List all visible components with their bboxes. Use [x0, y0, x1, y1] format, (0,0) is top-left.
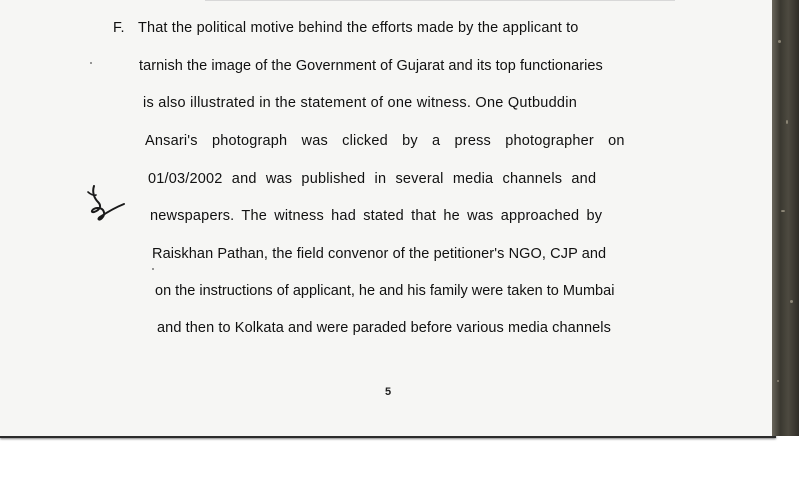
paragraph-line: on the instructions of applicant, he and his family were taken to Mumbai	[155, 283, 615, 299]
paragraph-line: 01/03/2002 and was published in several media channels and	[148, 171, 597, 187]
paragraph-line: That the political motive behind the efforts made by the applicant to	[138, 20, 579, 36]
scan-speck	[90, 62, 92, 64]
page-number: 5	[384, 386, 392, 398]
paragraph-line: newspapers. The witness had stated that he was approached by	[150, 208, 603, 224]
paragraph-line: and then to Kolkata and were paraded before various media channels	[157, 320, 611, 336]
faint-top-rule	[205, 0, 675, 1]
cut-off-text-fragment	[138, 0, 198, 2]
paragraph-line: Ansari's photograph was clicked by a press photographer on	[145, 133, 625, 149]
paragraph-line: Raiskhan Pathan, the field convenor of the petitioner's NGO, CJP and	[152, 246, 607, 262]
item-letter: F.	[113, 20, 125, 36]
handwritten-initials-mark	[82, 184, 128, 224]
scan-speck	[152, 268, 154, 270]
paragraph-line: tarnish the image of the Government of Gujarat and its top functionaries	[139, 58, 603, 74]
paragraph-line: is also illustrated in the statement of one witness. One Qutbuddin	[143, 95, 578, 111]
scanner-edge	[772, 0, 799, 436]
